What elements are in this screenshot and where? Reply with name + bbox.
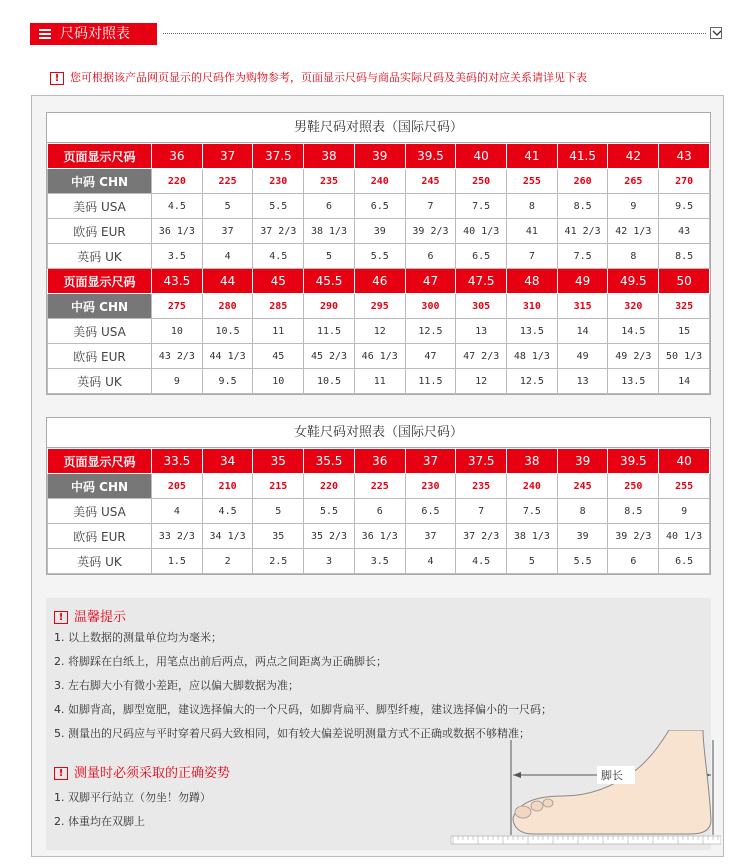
men-table-grid — [47, 143, 710, 394]
men-label-page-size: 页面显示尺码 — [48, 144, 152, 169]
women-cell-chn-size: 205 — [152, 474, 203, 499]
men-row-chn-size — [48, 294, 710, 319]
men-cell-page-size: 45.5 — [304, 269, 355, 294]
women-cell-eur-size: 35 — [253, 524, 304, 549]
men-cell-usa-size: 6.5 — [354, 194, 405, 219]
men-cell-eur-size: 41 2/3 — [557, 219, 608, 244]
men-cell-uk-size: 12 — [456, 369, 507, 394]
men-cell-usa-size: 11.5 — [304, 319, 355, 344]
foot-illustration — [441, 730, 721, 850]
women-cell-usa-size: 4 — [152, 499, 203, 524]
tip-item: 4. 如脚背高，脚型宽肥，建议选择偏大的一个尺码，如脚背扁平、脚型纤瘦，建议选择偏小的一尺码； — [54, 703, 552, 716]
men-row-page-size — [48, 144, 710, 169]
men-cell-uk-size: 7 — [507, 244, 558, 269]
men-cell-uk-size: 9.5 — [202, 369, 253, 394]
foot-measure-icon — [441, 730, 721, 850]
section-header — [30, 20, 726, 48]
women-cell-uk-size: 3 — [304, 549, 355, 574]
chevron-down-icon — [712, 30, 722, 37]
men-cell-chn-size: 235 — [304, 169, 355, 194]
men-cell-page-size: 38 — [304, 144, 355, 169]
men-cell-eur-size: 37 2/3 — [253, 219, 304, 244]
men-cell-usa-size: 12 — [354, 319, 405, 344]
men-cell-uk-size: 4.5 — [253, 244, 304, 269]
women-table-grid — [47, 448, 710, 574]
women-cell-uk-size: 2 — [202, 549, 253, 574]
women-label-uk-size: 英码 UK — [48, 549, 152, 574]
women-cell-eur-size: 35 2/3 — [304, 524, 355, 549]
men-cell-chn-size: 315 — [557, 294, 608, 319]
women-row-page-size — [48, 449, 710, 474]
women-cell-chn-size: 250 — [608, 474, 659, 499]
men-cell-eur-size: 47 — [405, 344, 456, 369]
men-size-table — [46, 112, 711, 395]
women-cell-usa-size: 5 — [253, 499, 304, 524]
pose-list — [54, 786, 211, 834]
men-cell-uk-size: 3.5 — [152, 244, 203, 269]
men-cell-page-size: 48 — [507, 269, 558, 294]
men-cell-eur-size: 40 1/3 — [456, 219, 507, 244]
men-cell-page-size: 43.5 — [152, 269, 203, 294]
women-cell-chn-size: 215 — [253, 474, 304, 499]
men-cell-uk-size: 7.5 — [557, 244, 608, 269]
men-cell-chn-size: 275 — [152, 294, 203, 319]
men-cell-chn-size: 245 — [405, 169, 456, 194]
men-cell-page-size: 36 — [152, 144, 203, 169]
women-label-eur-size: 欧码 EUR — [48, 524, 152, 549]
men-cell-eur-size: 39 2/3 — [405, 219, 456, 244]
women-cell-page-size: 37 — [405, 449, 456, 474]
pose-heading: ! 测量时必须采取的正确姿势 — [54, 762, 230, 781]
men-cell-chn-size: 285 — [253, 294, 304, 319]
men-cell-uk-size: 11.5 — [405, 369, 456, 394]
women-cell-usa-size: 7.5 — [507, 499, 558, 524]
men-cell-eur-size: 50 1/3 — [659, 344, 710, 369]
women-label-usa-size: 美码 USA — [48, 499, 152, 524]
men-cell-chn-size: 230 — [253, 169, 304, 194]
women-cell-uk-size: 4.5 — [456, 549, 507, 574]
women-table-title: 女鞋尺码对照表（国际尺码） — [47, 418, 710, 448]
tip-item: 1. 以上数据的测量单位均为毫米； — [54, 631, 222, 644]
men-cell-chn-size: 305 — [456, 294, 507, 319]
men-cell-eur-size: 49 — [557, 344, 608, 369]
men-label-eur-size: 欧码 EUR — [48, 344, 152, 369]
warning-icon: ! — [54, 767, 68, 780]
women-cell-chn-size: 255 — [659, 474, 710, 499]
men-cell-chn-size: 290 — [304, 294, 355, 319]
men-cell-uk-size: 8.5 — [659, 244, 710, 269]
women-cell-eur-size: 37 — [405, 524, 456, 549]
men-cell-page-size: 39 — [354, 144, 405, 169]
women-cell-usa-size: 6 — [354, 499, 405, 524]
men-cell-usa-size: 12.5 — [405, 319, 456, 344]
men-cell-eur-size: 44 1/3 — [202, 344, 253, 369]
women-cell-usa-size: 8.5 — [608, 499, 659, 524]
foot-length-label: 脚长 — [601, 769, 623, 782]
men-cell-chn-size: 320 — [608, 294, 659, 319]
tips-section — [46, 598, 711, 850]
men-cell-chn-size: 240 — [354, 169, 405, 194]
men-row-usa-size — [48, 194, 710, 219]
men-label-usa-size: 美码 USA — [48, 194, 152, 219]
men-cell-chn-size: 225 — [202, 169, 253, 194]
men-cell-uk-size: 6.5 — [456, 244, 507, 269]
men-cell-usa-size: 14.5 — [608, 319, 659, 344]
women-label-page-size: 页面显示尺码 — [48, 449, 152, 474]
women-cell-eur-size: 40 1/3 — [659, 524, 710, 549]
men-cell-uk-size: 14 — [659, 369, 710, 394]
size-chart-panel — [31, 95, 724, 857]
men-row-uk-size — [48, 369, 710, 394]
women-cell-uk-size: 4 — [405, 549, 456, 574]
men-cell-uk-size: 10.5 — [304, 369, 355, 394]
women-cell-usa-size: 5.5 — [304, 499, 355, 524]
men-cell-usa-size: 8 — [507, 194, 558, 219]
men-label-chn-size: 中码 CHN — [48, 169, 152, 194]
men-cell-uk-size: 5 — [304, 244, 355, 269]
tips-heading: ! 温馨提示 — [54, 606, 126, 625]
men-row-page-size — [48, 269, 710, 294]
women-cell-page-size: 38 — [507, 449, 558, 474]
men-label-uk-size: 英码 UK — [48, 369, 152, 394]
men-cell-uk-size: 9 — [152, 369, 203, 394]
men-row-eur-size — [48, 219, 710, 244]
men-table-title: 男鞋尺码对照表（国际尺码） — [47, 113, 710, 143]
men-cell-page-size: 37.5 — [253, 144, 304, 169]
men-cell-eur-size: 49 2/3 — [608, 344, 659, 369]
men-cell-eur-size: 43 — [659, 219, 710, 244]
men-cell-chn-size: 310 — [507, 294, 558, 319]
men-cell-page-size: 47 — [405, 269, 456, 294]
women-cell-uk-size: 3.5 — [354, 549, 405, 574]
women-cell-uk-size: 5 — [507, 549, 558, 574]
men-cell-eur-size: 37 — [202, 219, 253, 244]
men-cell-chn-size: 280 — [202, 294, 253, 319]
men-cell-usa-size: 9.5 — [659, 194, 710, 219]
men-cell-usa-size: 4.5 — [152, 194, 203, 219]
women-cell-usa-size: 8 — [557, 499, 608, 524]
men-row-uk-size — [48, 244, 710, 269]
women-cell-chn-size: 220 — [304, 474, 355, 499]
women-cell-eur-size: 38 1/3 — [507, 524, 558, 549]
tip-item: 3. 左右脚大小有微小差距，应以偏大脚数据为准； — [54, 679, 299, 692]
men-cell-uk-size: 6 — [405, 244, 456, 269]
women-row-usa-size — [48, 499, 710, 524]
men-label-usa-size: 美码 USA — [48, 319, 152, 344]
men-cell-chn-size: 325 — [659, 294, 710, 319]
women-cell-uk-size: 1.5 — [152, 549, 203, 574]
pose-item: 1. 双脚平行站立（勿坐！勿蹲） — [54, 791, 211, 804]
men-cell-eur-size: 45 2/3 — [304, 344, 355, 369]
women-size-table — [46, 417, 711, 575]
men-cell-page-size: 41 — [507, 144, 558, 169]
women-cell-eur-size: 34 1/3 — [202, 524, 253, 549]
men-cell-page-size: 41.5 — [557, 144, 608, 169]
collapse-button[interactable] — [710, 27, 722, 39]
tips-list — [54, 626, 552, 746]
men-cell-usa-size: 5.5 — [253, 194, 304, 219]
men-label-chn-size: 中码 CHN — [48, 294, 152, 319]
women-cell-page-size: 37.5 — [456, 449, 507, 474]
women-cell-chn-size: 245 — [557, 474, 608, 499]
women-cell-eur-size: 37 2/3 — [456, 524, 507, 549]
men-cell-usa-size: 7.5 — [456, 194, 507, 219]
women-cell-chn-size: 225 — [354, 474, 405, 499]
notice — [50, 69, 720, 85]
women-cell-usa-size: 6.5 — [405, 499, 456, 524]
women-cell-chn-size: 240 — [507, 474, 558, 499]
women-cell-page-size: 35.5 — [304, 449, 355, 474]
men-cell-page-size: 40 — [456, 144, 507, 169]
men-cell-chn-size: 220 — [152, 169, 203, 194]
men-cell-usa-size: 10.5 — [202, 319, 253, 344]
tip-item: 2. 将脚踩在白纸上，用笔点出前后两点，两点之间距离为正确脚长； — [54, 655, 387, 668]
women-row-eur-size — [48, 524, 710, 549]
men-cell-chn-size: 270 — [659, 169, 710, 194]
men-cell-chn-size: 300 — [405, 294, 456, 319]
men-cell-page-size: 46 — [354, 269, 405, 294]
women-cell-chn-size: 230 — [405, 474, 456, 499]
men-cell-eur-size: 36 1/3 — [152, 219, 203, 244]
women-row-chn-size — [48, 474, 710, 499]
men-cell-usa-size: 5 — [202, 194, 253, 219]
men-cell-uk-size: 13.5 — [608, 369, 659, 394]
men-cell-chn-size: 255 — [507, 169, 558, 194]
men-cell-eur-size: 43 2/3 — [152, 344, 203, 369]
women-cell-eur-size: 39 — [557, 524, 608, 549]
women-cell-eur-size: 33 2/3 — [152, 524, 203, 549]
women-row-uk-size — [48, 549, 710, 574]
women-cell-page-size: 39 — [557, 449, 608, 474]
men-cell-chn-size: 260 — [557, 169, 608, 194]
men-cell-page-size: 42 — [608, 144, 659, 169]
men-row-chn-size — [48, 169, 710, 194]
notice-text: 您可根据该产品网页显示的尺码作为购物参考，页面显示尺码与商品实际尺码及美码的对应关系请详见下表 — [70, 71, 587, 84]
men-row-eur-size — [48, 344, 710, 369]
men-cell-page-size: 49.5 — [608, 269, 659, 294]
women-cell-page-size: 33.5 — [152, 449, 203, 474]
men-cell-page-size: 49 — [557, 269, 608, 294]
women-cell-chn-size: 210 — [202, 474, 253, 499]
men-cell-eur-size: 47 2/3 — [456, 344, 507, 369]
men-cell-usa-size: 10 — [152, 319, 203, 344]
women-cell-eur-size: 39 2/3 — [608, 524, 659, 549]
men-cell-page-size: 39.5 — [405, 144, 456, 169]
women-cell-eur-size: 36 1/3 — [354, 524, 405, 549]
men-cell-usa-size: 6 — [304, 194, 355, 219]
women-cell-uk-size: 6.5 — [659, 549, 710, 574]
men-cell-usa-size: 11 — [253, 319, 304, 344]
men-cell-usa-size: 9 — [608, 194, 659, 219]
women-cell-uk-size: 6 — [608, 549, 659, 574]
section-title-tag — [30, 23, 157, 45]
men-row-usa-size — [48, 319, 710, 344]
women-label-chn-size: 中码 CHN — [48, 474, 152, 499]
men-cell-uk-size: 12.5 — [507, 369, 558, 394]
men-cell-eur-size: 42 1/3 — [608, 219, 659, 244]
men-cell-uk-size: 5.5 — [354, 244, 405, 269]
men-cell-uk-size: 4 — [202, 244, 253, 269]
men-cell-usa-size: 15 — [659, 319, 710, 344]
women-cell-usa-size: 7 — [456, 499, 507, 524]
men-cell-eur-size: 48 1/3 — [507, 344, 558, 369]
men-cell-usa-size: 13.5 — [507, 319, 558, 344]
women-cell-uk-size: 2.5 — [253, 549, 304, 574]
men-cell-page-size: 44 — [202, 269, 253, 294]
men-cell-page-size: 45 — [253, 269, 304, 294]
women-cell-uk-size: 5.5 — [557, 549, 608, 574]
women-cell-page-size: 35 — [253, 449, 304, 474]
men-cell-eur-size: 41 — [507, 219, 558, 244]
women-cell-usa-size: 9 — [659, 499, 710, 524]
men-cell-chn-size: 295 — [354, 294, 405, 319]
men-cell-eur-size: 39 — [354, 219, 405, 244]
men-cell-page-size: 37 — [202, 144, 253, 169]
men-cell-usa-size: 8.5 — [557, 194, 608, 219]
men-cell-page-size: 43 — [659, 144, 710, 169]
tip-item: 5. 测量出的尺码应与平时穿着尺码大致相同，如有较大偏差说明测量方式不正确或数据不够精准； — [54, 727, 530, 740]
women-cell-page-size: 36 — [354, 449, 405, 474]
women-cell-chn-size: 235 — [456, 474, 507, 499]
warning-icon: ! — [54, 611, 68, 624]
men-cell-chn-size: 265 — [608, 169, 659, 194]
men-cell-eur-size: 38 1/3 — [304, 219, 355, 244]
men-cell-usa-size: 13 — [456, 319, 507, 344]
men-cell-usa-size: 14 — [557, 319, 608, 344]
pose-item: 2. 体重均在双脚上 — [54, 815, 145, 828]
men-label-page-size: 页面显示尺码 — [48, 269, 152, 294]
men-label-eur-size: 欧码 EUR — [48, 219, 152, 244]
men-cell-page-size: 47.5 — [456, 269, 507, 294]
men-cell-eur-size: 45 — [253, 344, 304, 369]
section-title: 尺码对照表 — [60, 26, 130, 42]
warning-icon: ! — [50, 72, 64, 85]
dotted-divider — [163, 33, 706, 34]
men-label-uk-size: 英码 UK — [48, 244, 152, 269]
men-cell-uk-size: 13 — [557, 369, 608, 394]
men-cell-uk-size: 8 — [608, 244, 659, 269]
men-cell-chn-size: 250 — [456, 169, 507, 194]
women-cell-page-size: 34 — [202, 449, 253, 474]
men-cell-page-size: 50 — [659, 269, 710, 294]
women-cell-page-size: 39.5 — [608, 449, 659, 474]
women-cell-usa-size: 4.5 — [202, 499, 253, 524]
men-cell-usa-size: 7 — [405, 194, 456, 219]
men-cell-uk-size: 10 — [253, 369, 304, 394]
men-cell-eur-size: 46 1/3 — [354, 344, 405, 369]
list-icon — [39, 29, 51, 39]
men-cell-uk-size: 11 — [354, 369, 405, 394]
women-cell-page-size: 40 — [659, 449, 710, 474]
